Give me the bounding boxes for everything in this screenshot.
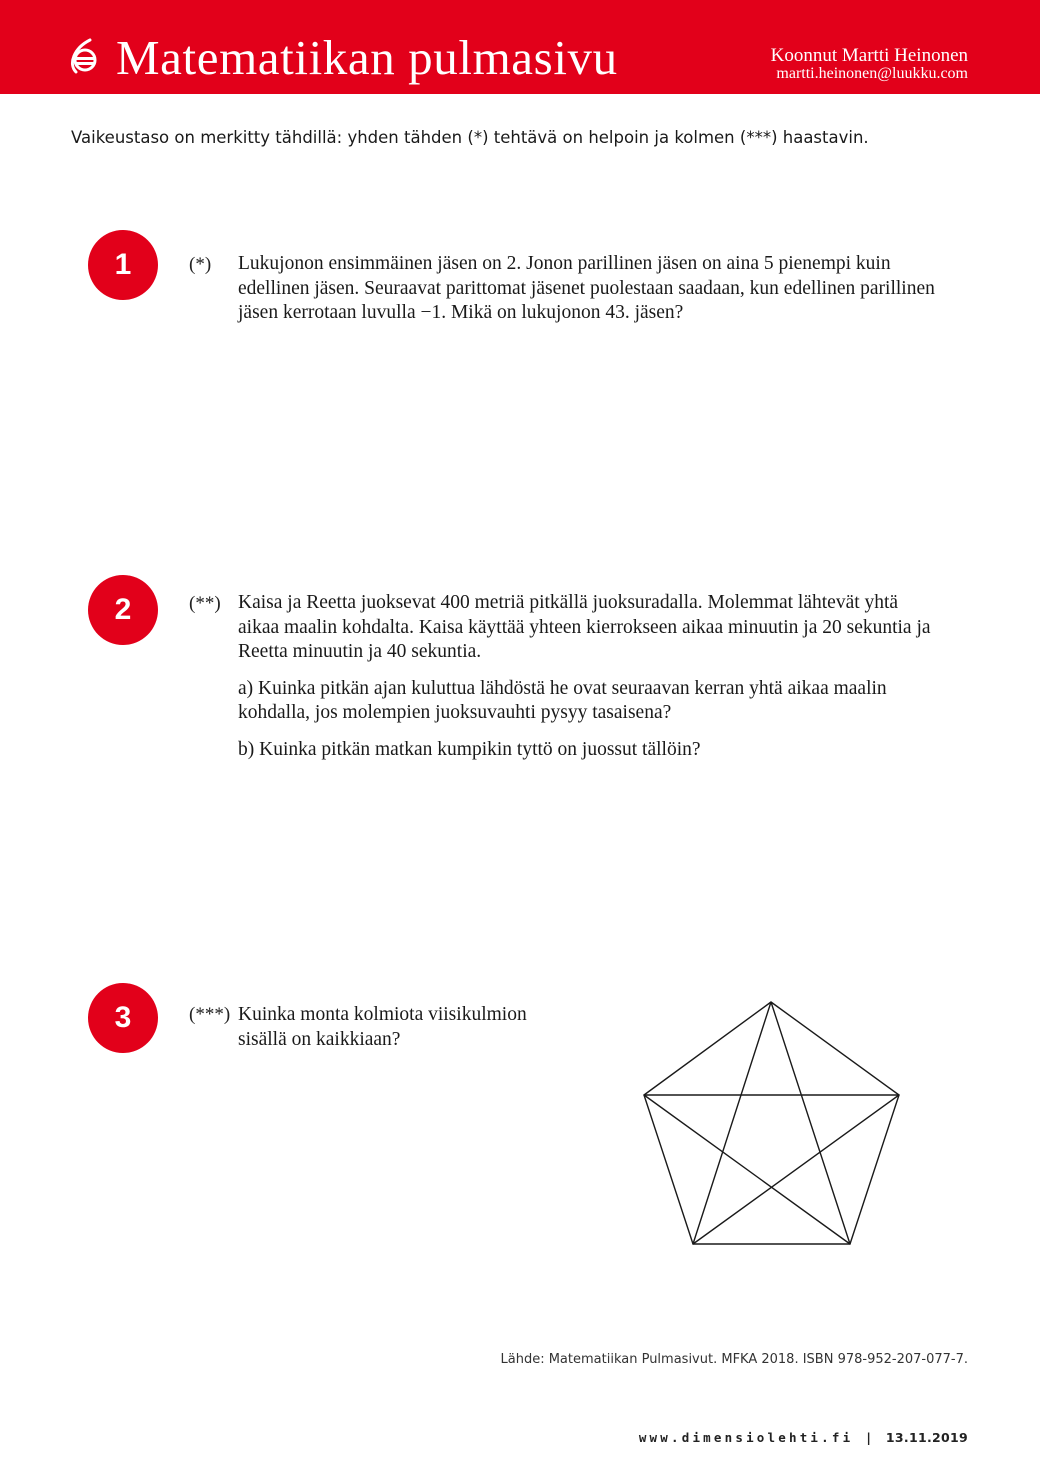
problem-3-stars: (***) xyxy=(189,1004,231,1025)
pentagon-with-diagonals-figure xyxy=(636,996,906,1250)
problem-2-part-a: a) Kuinka pitkän ajan kuluttua lähdöstä he ovat seuraavan kerran yhtä aikaa maalin kohdalla, jos molempien juoksuvauhti pysyy tasaisena? xyxy=(238,677,887,723)
problem-2-part-b: b) Kuinka pitkän matkan kumpikin tyttö on juossut tällöin? xyxy=(238,738,701,760)
header-banner xyxy=(0,0,1040,94)
pentagram-diagonals xyxy=(644,1002,899,1244)
page-footer xyxy=(639,1430,968,1445)
problem-3-number: 3 xyxy=(88,983,158,1053)
footer-date: 13.11.2019 xyxy=(885,1430,968,1445)
dimensio-logo-icon xyxy=(66,38,104,76)
problem-1-paragraph: Lukujonon ensimmäinen jäsen on 2. Jonon parillinen jäsen on aina 5 pienempi kuin edellinen jäsen. Seuraavat parittomat jäsenet puolestaan saadaan, kun edellinen parillinen jäsen kerrotaan luvulla −1. Mikä on lukujonon 43. jäsen? xyxy=(238,253,935,323)
problem-2-intro-paragraph: Kaisa ja Reetta juoksevat 400 metriä pitkällä juoksuradalla. Molemmat lähtevät yhtä aikaa maalin kohdalta. Kaisa käyttää yhteen kierrokseen aikaa minuutin ja 20 sekuntia ja Reetta minuutin ja 40 sekuntia. xyxy=(238,592,931,662)
problem-1-number: 1 xyxy=(88,230,158,300)
problem-3-text xyxy=(238,1003,568,1064)
source-citation: Lähde: Matematiikan Pulmasivut. MFKA 2018. ISBN 978-952-207-077-7. xyxy=(500,1352,968,1367)
author-email[interactable]: martti.heinonen@luukku.com xyxy=(776,65,968,82)
problem-3-paragraph: Kuinka monta kolmiota viisikulmion sisällä on kaikkiaan? xyxy=(238,1004,527,1050)
problem-2-number: 2 xyxy=(88,575,158,645)
problem-2-stars: (**) xyxy=(189,593,221,614)
difficulty-intro: Vaikeustaso on merkitty tähdillä: yhden tähden (*) tehtävä on helpoin ja kolmen (***) haastavin. xyxy=(71,128,869,147)
footer-separator: | xyxy=(864,1430,873,1445)
problem-1-text xyxy=(238,252,938,338)
page-title: Matematiikan pulmasivu xyxy=(116,30,618,85)
author-name: Koonnut Martti Heinonen xyxy=(770,45,968,66)
footer-website[interactable]: www.dimensiolehti.fi xyxy=(638,1430,854,1445)
problem-1-stars: (*) xyxy=(189,254,212,275)
problem-2-text xyxy=(238,591,938,774)
author-block xyxy=(771,46,968,83)
